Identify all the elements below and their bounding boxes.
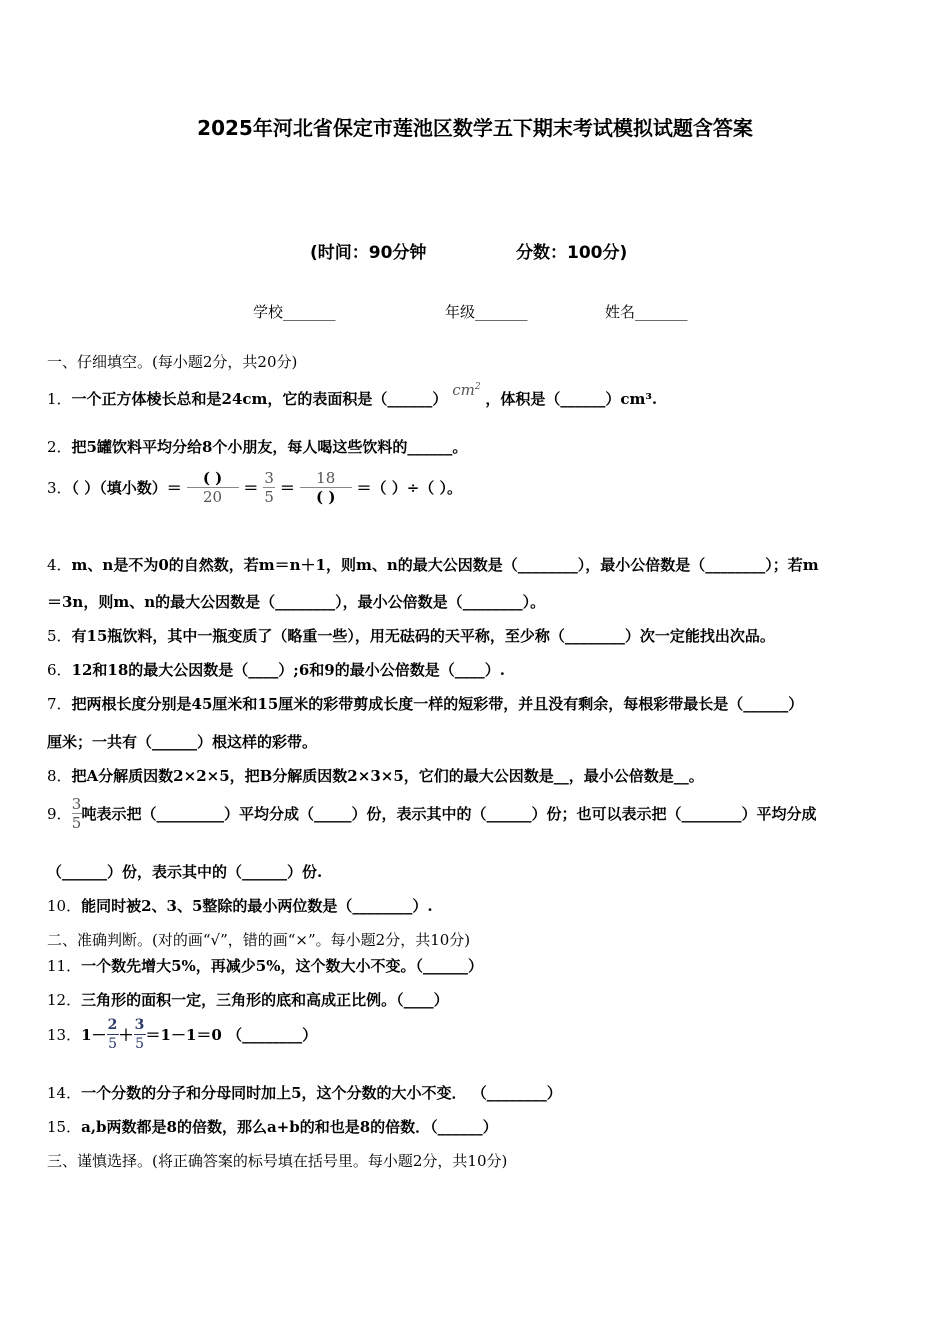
question-5: 5．有15瓶饮料，其中一瓶变质了（略重一些），用无砝码的天平称，至少称（________）次一定能找出次品。 [47, 627, 775, 645]
section-heading-2: 二、准确判断。(对的画“√”，错的画“×”。每小题2分，共10分) [47, 931, 471, 949]
question-6: 6．12和18的最大公因数是（____）;6和9的最小公倍数是（____）. [47, 661, 505, 679]
question-text: 一个正方体棱长总和是24cm，它的表面积是（______） [71, 390, 448, 408]
fraction-blank-over-20: $\frac{( )}{20}$ [187, 470, 239, 505]
question-text-2: ，体积是（______）cm³. [485, 390, 658, 408]
question-15: 15．a,b两数都是8的倍数，那么a+b的和也是8的倍数．（______） [47, 1118, 498, 1136]
name-field: 姓名_______ [605, 303, 688, 321]
exam-time: (时间：90分钟 [310, 243, 427, 263]
section-heading-1: 一、仔细填空。(每小题2分，共20分) [47, 353, 298, 371]
fraction-18-over-blank: $\frac{18}{( )}$ [300, 470, 352, 505]
fraction-3-5: $\frac{3}{5}$ [264, 469, 274, 506]
question-2: 2．把5罐饮料平均分给8个小朋友，每人喝这些饮料的______。 [47, 438, 468, 456]
grade-field: 年级_______ [445, 303, 528, 321]
question-12: 12．三角形的面积一定，三角形的底和高成正比例。（____） [47, 991, 449, 1009]
question-1 [47, 381, 658, 409]
question-text: 把5罐饮料平均分给8个小朋友，每人喝这些饮料的______。 [71, 438, 468, 456]
question-7-line-2: 厘米；一共有（______）根这样的彩带。 [47, 733, 318, 751]
exam-score: 分数：100分) [516, 243, 628, 263]
question-4-line-2: ＝3n，则m、n的最大公因数是（________），最小公倍数是（________）。 [47, 593, 546, 611]
question-14: 14．一个分数的分子和分母同时加上5，这个分数的大小不变． （________） [47, 1084, 562, 1102]
question-4-line-1: 4．m、n是不为0的自然数，若m＝n＋1，则m、n的最大公因数是（________），最小公倍数是（________）；若m [47, 556, 819, 574]
school-field: 学校_______ [253, 303, 336, 321]
question-number: 1． [47, 390, 72, 408]
question-10: 10．能同时被2、3、5整除的最小两位数是（________）. [47, 897, 433, 915]
question-8: 8．把A分解质因数2×2×5，把B分解质因数2×3×5，它们的最大公因数是__，最小公倍数是__。 [47, 767, 704, 785]
page-title: 2025年河北省保定市莲池区数学五下期末考试模拟试题含答案 [197, 116, 753, 140]
fraction-2-5: $\frac{2}{5}$ [107, 1017, 118, 1052]
question-7-line-1: 7．把两根长度分别是45厘米和15厘米的彩带剪成长度一样的短彩带，并且没有剩余，每根彩带最长是（______） [47, 695, 804, 713]
question-9-line-2: （______）份，表示其中的（______）份. [47, 863, 323, 881]
fraction-3-5: $\frac{3}{5}$ [134, 1017, 145, 1052]
unit-cm: $cm^2$ [452, 381, 481, 399]
fraction-3-5: $\frac{3}{5}$ [71, 795, 82, 832]
question-3: 3．（ ）（填小数）＝ $\frac{( )}{20}$ ＝ $\frac{3}{5}$ ＝ $\frac{18}{( )}$ ＝（ ）÷（ ）。 [47, 469, 463, 506]
question-9-line-1: 9． $\frac{3}{5}$ 吨表示把（_________）平均分成（_____）份，表示其中的（______）份；也可以表示把（________）平均分成 [47, 795, 817, 832]
question-11: 11．一个数先增大5%，再减少5%，这个数大小不变。（______） [47, 957, 483, 975]
section-heading-3: 三、谨慎选择。(将正确答案的标号填在括号里。每小题2分，共10分) [47, 1152, 508, 1170]
question-13: 13．1－ $\frac{2}{5}$ ＋ $\frac{3}{5}$ ＝1－1＝0 （________） [47, 1017, 318, 1052]
